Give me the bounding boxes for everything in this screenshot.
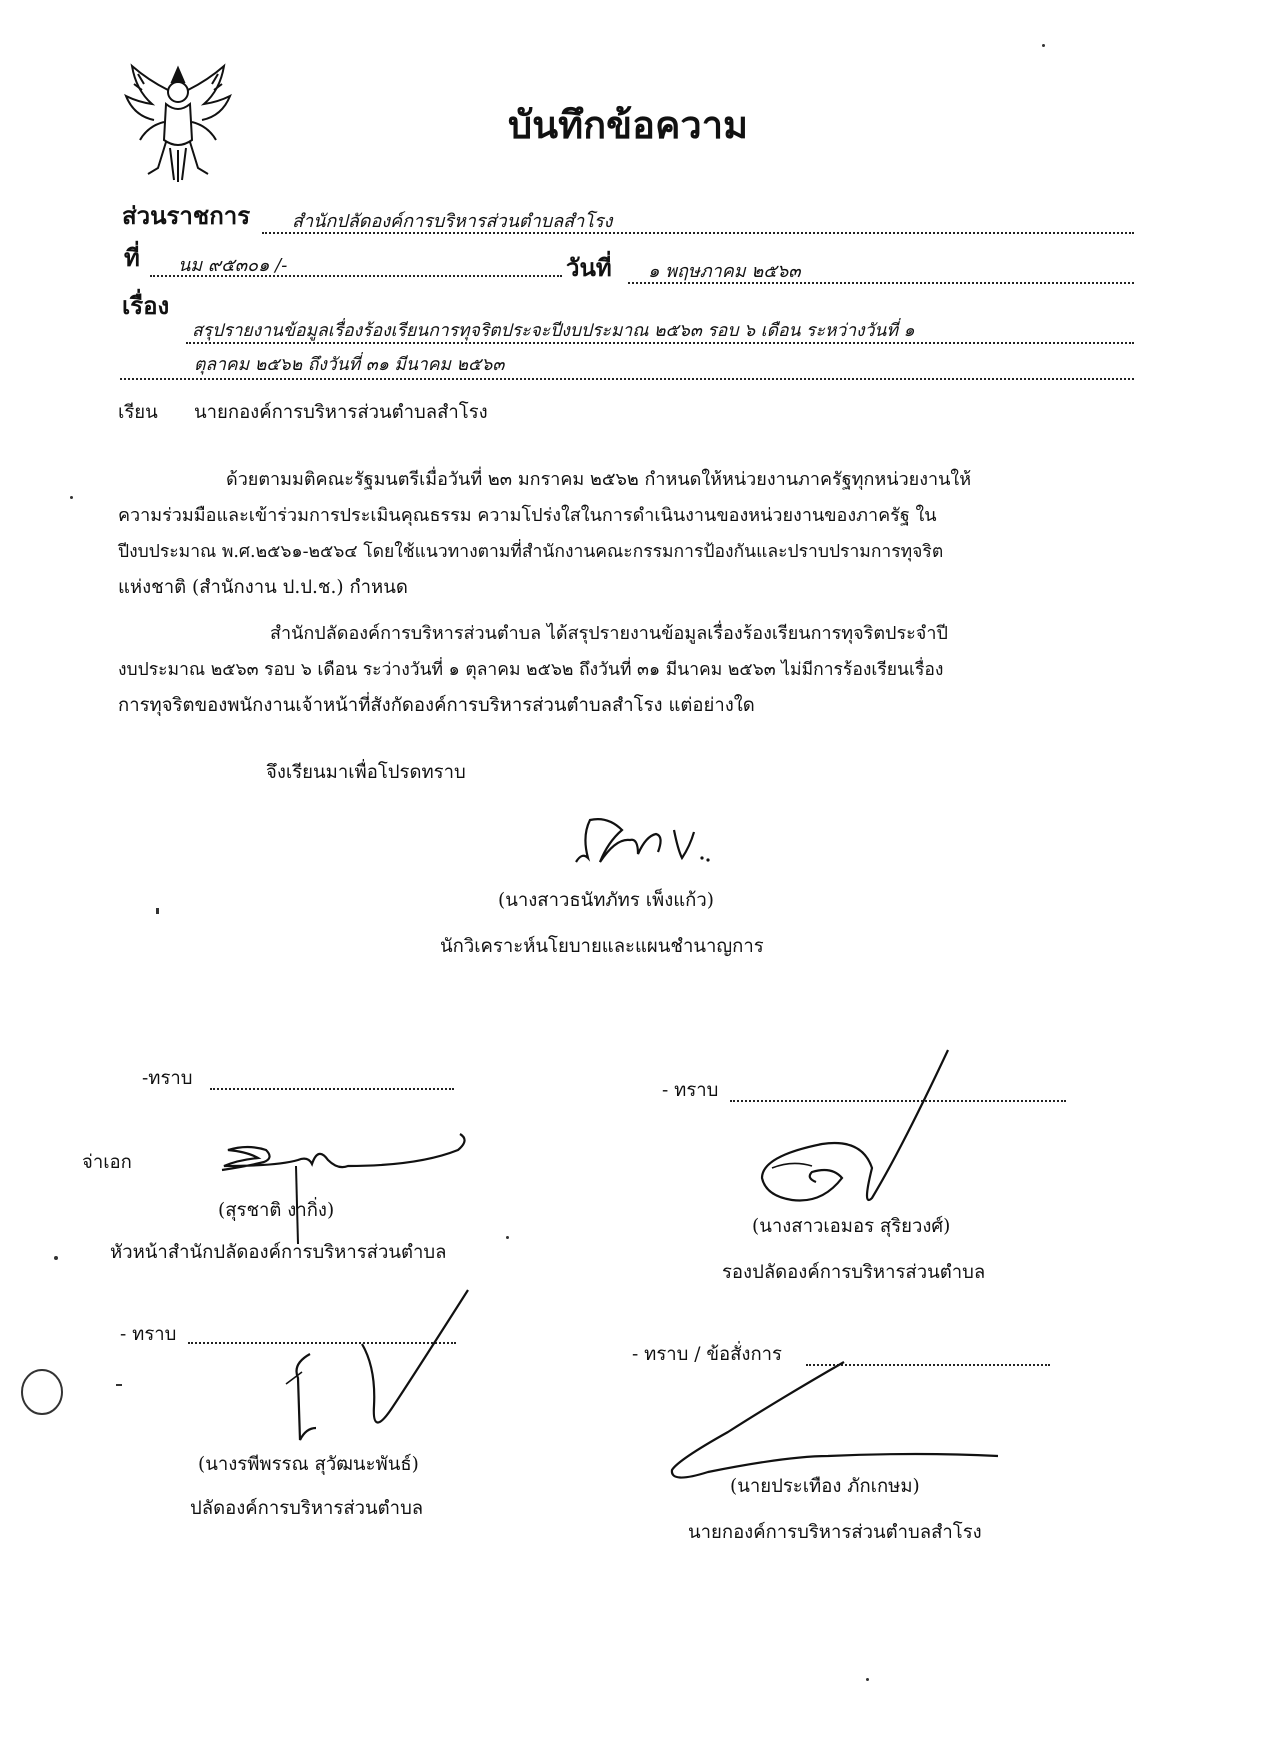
subject-label: เรื่อง (122, 291, 170, 320)
scan-speck (506, 1236, 509, 1239)
endorse-4-prefix: - ทราบ / ข้อสั่งการ (632, 1344, 782, 1365)
endorse-3-prefix: - ทราบ (120, 1324, 177, 1345)
scan-speck (116, 1384, 122, 1386)
scan-speck (54, 1256, 58, 1260)
date-dotted-line (628, 282, 1134, 284)
memo-title: บันทึกข้อความ (508, 102, 749, 147)
scan-speck (70, 496, 73, 499)
garuda-emblem (118, 60, 238, 188)
body-paragraph-2 (118, 616, 1138, 724)
date-label: วันที่ (566, 253, 612, 282)
agency-dotted-line (262, 232, 1134, 234)
to-value: นายกองค์การบริหารส่วนตำบลสำโรง (194, 402, 488, 423)
author-signature (568, 812, 728, 870)
endorse-1-name: (สุรชาติ งากิ่ง) (218, 1200, 335, 1221)
endorse-2-name: (นางสาวเอมอร สุริยวงศ์) (752, 1216, 951, 1237)
endorse-1-signature (218, 1126, 478, 1246)
scan-speck (1042, 44, 1045, 47)
punch-hole-mark (18, 1366, 66, 1418)
author-position: นักวิเคราะห์นโยบายและแผนชำนาญการ (440, 936, 764, 957)
endorse-1-position: หัวหน้าสำนักปลัดองค์การบริหารส่วนตำบล (110, 1242, 447, 1263)
ref-dotted-line (150, 275, 562, 277)
closing-text: จึงเรียนมาเพื่อโปรดทราบ (266, 762, 466, 783)
endorse-1-prefix: -ทราบ (142, 1068, 193, 1089)
date-value: ๑ พฤษภาคม ๒๕๖๓ (648, 261, 801, 282)
para2-line: การทุจริตของพนักงานเจ้าหน้าที่สังกัดองค์การบริหารส่วนตำบลสำโรง แต่อย่างใด (118, 695, 755, 716)
scan-speck (156, 908, 159, 914)
agency-value: สำนักปลัดองค์การบริหารส่วนตำบลสำโรง (292, 211, 613, 232)
endorse-2-position: รองปลัดองค์การบริหารส่วนตำบล (722, 1262, 986, 1283)
body-paragraph-1 (118, 462, 1138, 606)
agency-label: ส่วนราชการ (122, 201, 251, 230)
para2-line: งบประมาณ ๒๕๖๓ รอบ ๖ เดือน ระว่างวันที่ ๑ ตุลาคม ๒๕๖๒ ถึงวันที่ ๓๑ มีนาคม ๒๕๖๓ ไม่มีการร้องเรียนเรื่อง (118, 660, 944, 680)
subject-dotted-line-1 (186, 342, 1134, 344)
subject-dotted-line-2 (120, 378, 1134, 380)
scan-speck (866, 1678, 869, 1681)
para1-line: ปีงบประมาณ พ.ศ.๒๕๖๑-๒๕๖๔ โดยใช้แนวทางตามที่สำนักงานคณะกรรมการป้องกันและปราบปรามการทุจริต (118, 542, 944, 562)
ref-label: ที่ (124, 243, 140, 272)
endorse-2-prefix: - ทราบ (662, 1080, 719, 1101)
endorse-4-name: (นายประเทือง ภักเกษม) (730, 1476, 920, 1497)
para2-line: สำนักปลัดองค์การบริหารส่วนตำบล ได้สรุปรายงานข้อมูลเรื่องร้องเรียนการทุจริตประจำปี (270, 623, 948, 644)
endorse-3-name: (นางรพีพรรณ สุวัฒนะพันธ์) (198, 1454, 419, 1475)
para1-line: ด้วยตามมติคณะรัฐมนตรีเมื่อวันที่ ๒๓ มกราคม ๒๕๖๒ กำหนดให้หน่วยงานภาครัฐทุกหน่วยงานให้ (226, 469, 972, 490)
endorse-4-position: นายกองค์การบริหารส่วนตำบลสำโรง (688, 1522, 982, 1543)
endorse-1-rank: จ่าเอก (82, 1152, 132, 1173)
para1-line: แห่งชาติ (สำนักงาน ป.ป.ช.) กำหนด (118, 577, 408, 598)
subject-line-1: สรุปรายงานข้อมูลเรื่องร้องเรียนการทุจริตประจะปีงบประมาณ ๒๕๖๓ รอบ ๖ เดือน ระหว่างวันที่ ๑ (192, 321, 915, 341)
ref-value: นม ๙๕๓๐๑ /- (178, 255, 288, 276)
endorse-1-dotted-line (210, 1088, 454, 1090)
subject-line-2: ตุลาคม ๒๕๖๒ ถึงวันที่ ๓๑ มีนาคม ๒๕๖๓ (194, 355, 505, 375)
para1-line: ความร่วมมือและเข้าร่วมการประเมินคุณธรรม ความโปร่งใสในการดำเนินงานของหน่วยงานของภาครัฐ ใน (118, 505, 937, 526)
endorse-4-signature (668, 1360, 1008, 1490)
endorse-3-signature (262, 1288, 472, 1448)
author-name: (นางสาวธนัทภัทร เพ็งแก้ว) (498, 890, 714, 911)
endorse-3-position: ปลัดองค์การบริหารส่วนตำบล (190, 1498, 424, 1519)
to-label: เรียน (118, 402, 158, 423)
endorse-2-signature (752, 1048, 952, 1218)
